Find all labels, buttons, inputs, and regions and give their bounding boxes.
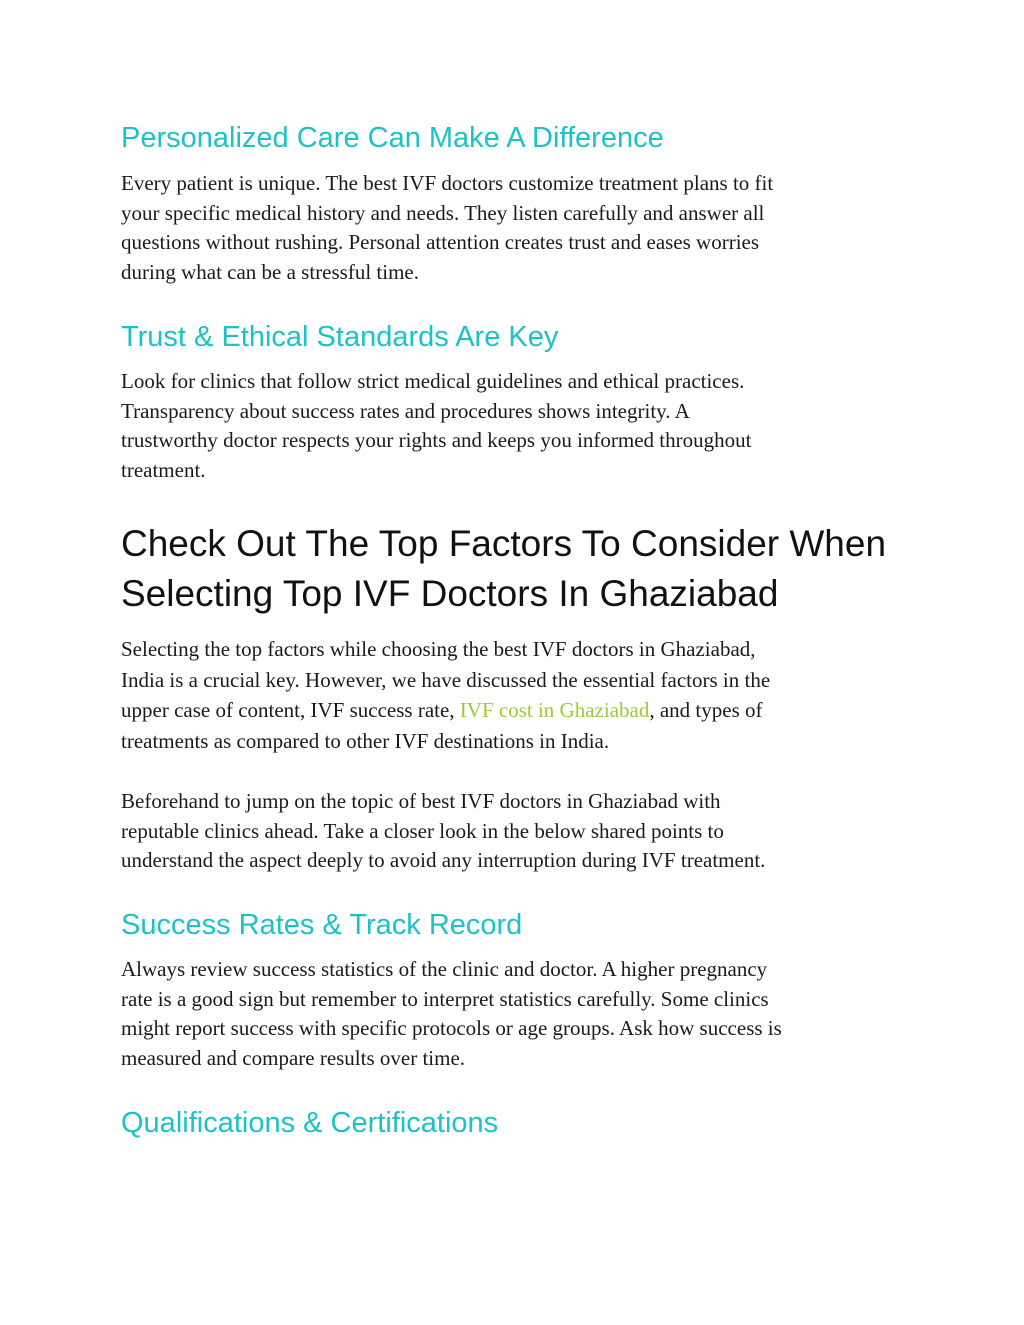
- text-line-with-link: [121, 695, 901, 726]
- paragraph-intro: [121, 634, 901, 756]
- text-line: treatment.: [121, 457, 206, 482]
- text-line: questions without rushing. Personal attention creates trust and eases worries: [121, 230, 760, 254]
- text-line: Always review success statistics of the clinic and doctor. A higher pregnancy: [121, 957, 768, 981]
- text-line: your specific medical history and needs. They listen carefully and answer all: [121, 200, 765, 225]
- main-heading-line-2: Selecting Top IVF Doctors In Ghaziabad: [121, 573, 779, 614]
- text-line: during what can be a stressful time.: [121, 259, 419, 284]
- text-line: might report success with specific protocols or age groups. Ask how success is: [121, 1016, 782, 1040]
- paragraph-beforehand: [121, 787, 901, 876]
- text-fragment: , and types of: [649, 698, 763, 722]
- heading-success-rates: Success Rates & Track Record: [121, 909, 523, 941]
- heading-trust-ethical: Trust & Ethical Standards Are Key: [121, 321, 559, 353]
- text-line: treatments as compared to other IVF destinations in India.: [121, 728, 610, 753]
- text-line: Look for clinics that follow strict medical guidelines and ethical practices.: [121, 369, 745, 393]
- text-line: Beforehand to jump on the topic of best IVF doctors in Ghaziabad with: [121, 789, 721, 813]
- text-line: India is a crucial key. However, we have discussed the essential factors in the: [121, 667, 771, 692]
- text-line: Selecting the top factors while choosing the best IVF doctors in Ghaziabad,: [121, 637, 756, 661]
- paragraph-trust-ethical: [121, 367, 901, 485]
- paragraph-success-rates: [121, 955, 901, 1073]
- text-line: trustworthy doctor respects your rights and keeps you informed throughout: [121, 428, 752, 452]
- heading-personalized-care: Personalized Care Can Make A Difference: [121, 122, 664, 154]
- main-heading-line-1: Check Out The Top Factors To Consider When: [121, 523, 887, 564]
- text-fragment: upper case of content, IVF success rate,: [121, 698, 460, 722]
- ivf-cost-link[interactable]: IVF cost in Ghaziabad: [459, 698, 650, 722]
- text-line: Transparency about success rates and procedures shows integrity. A: [121, 398, 690, 423]
- text-line: measured and compare results over time.: [121, 1045, 466, 1070]
- text-line: Every patient is unique. The best IVF doctors customize treatment plans to fit: [121, 171, 774, 195]
- paragraph-personalized-care: [121, 169, 901, 287]
- text-line: rate is a good sign but remember to interpret statistics carefully. Some clinics: [121, 986, 769, 1011]
- text-line: reputable clinics ahead. Take a closer look in the below shared points to: [121, 818, 724, 843]
- text-line: understand the aspect deeply to avoid any interruption during IVF treatment.: [121, 848, 766, 872]
- heading-qualifications: Qualifications & Certifications: [121, 1107, 499, 1139]
